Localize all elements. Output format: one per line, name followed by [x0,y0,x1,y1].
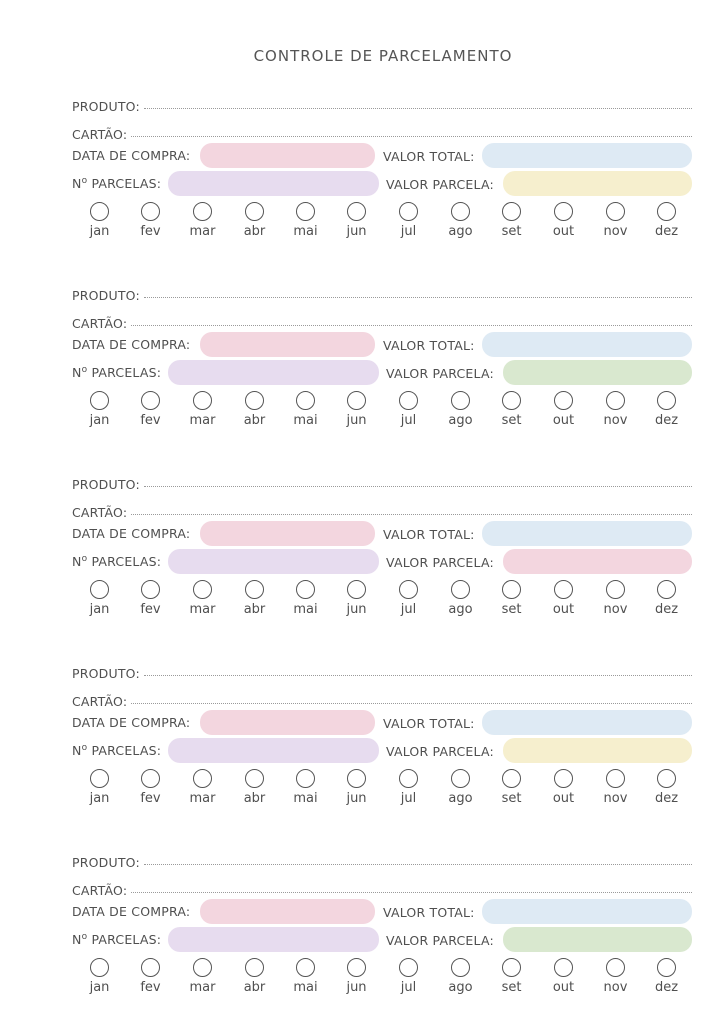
month-label: fev [140,413,161,428]
parcelas-label-n: N [72,743,82,759]
parcelas-label-text: PARCELAS: [87,554,162,570]
month-checkbox-jun[interactable] [347,580,366,599]
month-label: jun [346,602,367,617]
month-checkbox-nov[interactable] [606,202,625,221]
month-checkbox-abr[interactable] [245,580,264,599]
month-checkbox-set[interactable] [502,202,521,221]
produto-field[interactable] [144,486,692,487]
month-checkbox-dez[interactable] [657,769,676,788]
month-checkbox-mai[interactable] [296,769,315,788]
month-checkbox-out[interactable] [554,391,573,410]
data-compra-label: DATA DE COMPRA: [72,337,191,352]
month-label: jan [89,602,110,617]
parcelas-label [72,176,161,191]
month-checkbox-ago[interactable] [451,580,470,599]
cartao-field[interactable] [131,703,692,704]
month-checkbox-jan[interactable] [90,202,109,221]
data-compra-field[interactable] [200,143,375,168]
month-checkbox-nov[interactable] [606,391,625,410]
month-label: jan [89,791,110,806]
month-label: jan [89,413,110,428]
month-checkbox-jul[interactable] [399,391,418,410]
month-label: dez [654,413,679,428]
month-checkbox-out[interactable] [554,202,573,221]
month-checkbox-abr[interactable] [245,202,264,221]
month-checkbox-jan[interactable] [90,391,109,410]
data-compra-field[interactable] [200,521,375,546]
parcelas-field[interactable] [168,360,379,385]
produto-label: PRODUTO: [72,288,140,303]
month-checkbox-fev[interactable] [141,769,160,788]
valor-parcela-field[interactable] [503,927,692,952]
produto-label: PRODUTO: [72,855,140,870]
data-compra-label: DATA DE COMPRA: [72,904,191,919]
data-compra-label: DATA DE COMPRA: [72,148,191,163]
parcelas-label [72,932,161,947]
month-label: mar [189,224,216,239]
produto-field[interactable] [144,675,692,676]
valor-parcela-field[interactable] [503,171,692,196]
month-label: jan [89,224,110,239]
month-label: jun [346,980,367,995]
month-checkbox-nov[interactable] [606,580,625,599]
parcelas-label-text: PARCELAS: [87,176,162,192]
month-checkbox-jan[interactable] [90,769,109,788]
valor-total-label: VALOR TOTAL: [383,338,475,353]
month-label: nov [603,791,628,806]
month-label: ago [448,224,473,239]
degree-symbol: o [81,743,88,753]
month-checkbox-fev[interactable] [141,391,160,410]
month-label: mai [293,413,318,428]
month-checkbox-jan[interactable] [90,958,109,977]
month-checkbox-nov[interactable] [606,769,625,788]
month-label: jun [346,791,367,806]
valor-total-label: VALOR TOTAL: [383,716,475,731]
month-label: jun [346,413,367,428]
valor-total-field[interactable] [482,710,692,735]
month-label: ago [448,791,473,806]
valor-total-field[interactable] [482,332,692,357]
data-compra-label: DATA DE COMPRA: [72,526,191,541]
installment-block [0,851,722,1011]
parcelas-label [72,365,161,380]
installment-block [0,473,722,633]
cartao-field[interactable] [131,136,692,137]
month-label: ago [448,980,473,995]
month-label: abr [243,602,266,617]
month-checkbox-jul[interactable] [399,958,418,977]
month-label: jul [400,602,417,617]
month-label: nov [603,413,628,428]
month-checkbox-ago[interactable] [451,958,470,977]
produto-field[interactable] [144,297,692,298]
month-checkbox-jul[interactable] [399,769,418,788]
month-label: dez [654,791,679,806]
month-label: mar [189,413,216,428]
month-checkbox-abr[interactable] [245,769,264,788]
month-label: nov [603,980,628,995]
cartao-field[interactable] [131,514,692,515]
month-checkbox-fev[interactable] [141,958,160,977]
month-label: abr [243,791,266,806]
month-checkbox-set[interactable] [502,769,521,788]
parcelas-label [72,743,161,758]
month-label: jul [400,413,417,428]
month-label: ago [448,602,473,617]
month-label: jun [346,224,367,239]
valor-total-label: VALOR TOTAL: [383,527,475,542]
valor-total-field[interactable] [482,521,692,546]
parcelas-label-text: PARCELAS: [87,932,162,948]
parcelas-label-text: PARCELAS: [87,743,162,759]
valor-total-field[interactable] [482,899,692,924]
month-checkbox-abr[interactable] [245,958,264,977]
month-label: nov [603,224,628,239]
page-title: CONTROLE DE PARCELAMENTO [253,47,513,65]
month-checkbox-out[interactable] [554,958,573,977]
month-label: mar [189,791,216,806]
month-checkbox-jan[interactable] [90,580,109,599]
month-label: fev [140,602,161,617]
cartao-label: CARTÃO: [72,505,128,520]
parcelas-label-text: PARCELAS: [87,365,162,381]
valor-parcela-label: VALOR PARCELA: [386,177,494,192]
produto-label: PRODUTO: [72,477,140,492]
month-checkbox-dez[interactable] [657,391,676,410]
produto-label: PRODUTO: [72,666,140,681]
month-checkbox-set[interactable] [502,580,521,599]
month-label: out [552,413,575,428]
month-label: ago [448,413,473,428]
month-checkbox-mai[interactable] [296,202,315,221]
valor-parcela-field[interactable] [503,738,692,763]
month-label: out [552,602,575,617]
data-compra-field[interactable] [200,899,375,924]
month-checkbox-jun[interactable] [347,769,366,788]
month-label: abr [243,224,266,239]
parcelas-field[interactable] [168,549,379,574]
month-checkbox-fev[interactable] [141,202,160,221]
month-checkbox-mar[interactable] [193,391,212,410]
valor-parcela-label: VALOR PARCELA: [386,366,494,381]
month-label: mai [293,602,318,617]
month-label: out [552,980,575,995]
month-label: mar [189,602,216,617]
month-label: set [501,791,522,806]
month-label: nov [603,602,628,617]
month-label: dez [654,980,679,995]
month-label: dez [654,224,679,239]
month-checkbox-nov[interactable] [606,958,625,977]
parcelas-label-n: N [72,365,82,381]
month-checkbox-jun[interactable] [347,391,366,410]
valor-total-field[interactable] [482,143,692,168]
parcelas-field[interactable] [168,738,379,763]
month-label: jul [400,980,417,995]
month-checkbox-mar[interactable] [193,580,212,599]
month-checkbox-mar[interactable] [193,958,212,977]
month-checkbox-set[interactable] [502,958,521,977]
month-label: mar [189,980,216,995]
month-label: abr [243,980,266,995]
valor-parcela-label: VALOR PARCELA: [386,555,494,570]
month-label: out [552,791,575,806]
degree-symbol: o [81,176,88,186]
cartao-label: CARTÃO: [72,127,128,142]
cartao-field[interactable] [131,892,692,893]
month-checkbox-abr[interactable] [245,391,264,410]
parcelas-field[interactable] [168,171,379,196]
month-checkbox-jul[interactable] [399,580,418,599]
degree-symbol: o [81,365,88,375]
month-checkbox-dez[interactable] [657,958,676,977]
month-checkbox-mar[interactable] [193,202,212,221]
cartao-label: CARTÃO: [72,883,128,898]
data-compra-field[interactable] [200,332,375,357]
month-label: jul [400,224,417,239]
parcelas-label-n: N [72,932,82,948]
month-checkbox-jun[interactable] [347,958,366,977]
month-label: jan [89,980,110,995]
degree-symbol: o [81,932,88,942]
installment-block [0,662,722,822]
month-checkbox-ago[interactable] [451,202,470,221]
month-checkbox-ago[interactable] [451,391,470,410]
parcelas-label [72,554,161,569]
month-label: mai [293,980,318,995]
month-checkbox-mar[interactable] [193,769,212,788]
month-checkbox-jun[interactable] [347,202,366,221]
month-label: set [501,602,522,617]
cartao-label: CARTÃO: [72,316,128,331]
data-compra-field[interactable] [200,710,375,735]
valor-parcela-label: VALOR PARCELA: [386,933,494,948]
installment-block [0,95,722,255]
month-checkbox-out[interactable] [554,769,573,788]
valor-total-label: VALOR TOTAL: [383,149,475,164]
month-label: mai [293,791,318,806]
month-label: out [552,224,575,239]
month-label: jul [400,791,417,806]
cartao-label: CARTÃO: [72,694,128,709]
produto-field[interactable] [144,108,692,109]
valor-parcela-field[interactable] [503,549,692,574]
parcelas-field[interactable] [168,927,379,952]
month-label: fev [140,224,161,239]
produto-field[interactable] [144,864,692,865]
month-checkbox-fev[interactable] [141,580,160,599]
installment-block [0,284,722,444]
month-label: dez [654,602,679,617]
month-label: abr [243,413,266,428]
month-label: mai [293,224,318,239]
month-label: fev [140,791,161,806]
month-checkbox-ago[interactable] [451,769,470,788]
month-checkbox-mai[interactable] [296,580,315,599]
month-checkbox-dez[interactable] [657,580,676,599]
parcelas-label-n: N [72,176,82,192]
valor-total-label: VALOR TOTAL: [383,905,475,920]
month-checkbox-jul[interactable] [399,202,418,221]
month-checkbox-set[interactable] [502,391,521,410]
data-compra-label: DATA DE COMPRA: [72,715,191,730]
month-checkbox-dez[interactable] [657,202,676,221]
month-label: set [501,980,522,995]
month-label: set [501,413,522,428]
valor-parcela-label: VALOR PARCELA: [386,744,494,759]
cartao-field[interactable] [131,325,692,326]
month-checkbox-out[interactable] [554,580,573,599]
month-checkbox-mai[interactable] [296,391,315,410]
month-checkbox-mai[interactable] [296,958,315,977]
valor-parcela-field[interactable] [503,360,692,385]
produto-label: PRODUTO: [72,99,140,114]
degree-symbol: o [81,554,88,564]
month-label: set [501,224,522,239]
parcelas-label-n: N [72,554,82,570]
month-label: fev [140,980,161,995]
